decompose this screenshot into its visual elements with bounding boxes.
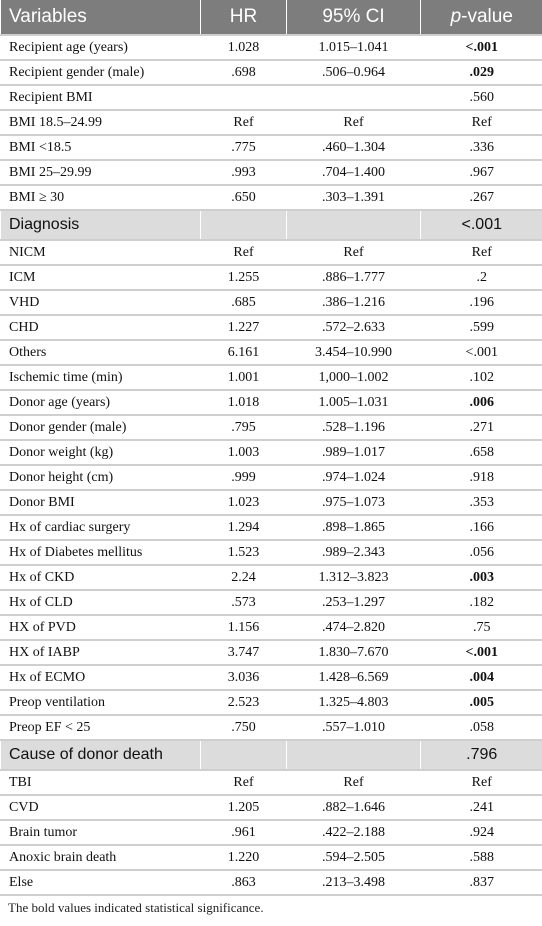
cell-hr: .698 [201, 60, 287, 85]
cell-hr: .999 [201, 465, 287, 490]
significant-p-value: <.001 [465, 39, 498, 55]
table-row [1, 465, 542, 490]
cell-ci: .975–1.073 [287, 490, 421, 515]
table-row [1, 110, 542, 135]
table-header-row [1, 0, 542, 35]
cell-hr: .750 [201, 715, 287, 740]
cell-variable: Brain tumor [1, 820, 201, 845]
cell-variable: BMI 25–29.99 [1, 160, 201, 185]
cell-ci: .386–1.216 [287, 290, 421, 315]
section-ci-empty [287, 740, 421, 770]
cell-ci: .213–3.498 [287, 870, 421, 895]
cell-hr: 1.523 [201, 540, 287, 565]
cell-ci: .557–1.010 [287, 715, 421, 740]
cell-ci: .989–2.343 [287, 540, 421, 565]
header-p-suffix: -value [461, 6, 513, 27]
cell-variable: BMI <18.5 [1, 135, 201, 160]
cell-ci: .506–0.964 [287, 60, 421, 85]
cell-p-value [421, 640, 542, 665]
table-row [1, 60, 542, 85]
table-row [1, 160, 542, 185]
cell-hr: 1.255 [201, 265, 287, 290]
cell-variable: Anoxic brain death [1, 845, 201, 870]
cell-hr: 1.227 [201, 315, 287, 340]
cell-hr: 3.747 [201, 640, 287, 665]
cell-variable: CHD [1, 315, 201, 340]
cell-p-value: .599 [421, 315, 542, 340]
cell-ci: .882–1.646 [287, 795, 421, 820]
section-hr-empty [201, 210, 287, 240]
header-ci: 95% CI [287, 0, 421, 35]
table-row [1, 870, 542, 895]
cell-variable: ICM [1, 265, 201, 290]
cell-variable: Else [1, 870, 201, 895]
section-ci-empty [287, 210, 421, 240]
cell-variable: Donor gender (male) [1, 415, 201, 440]
cell-ci: 1.005–1.031 [287, 390, 421, 415]
cell-p-value [421, 35, 542, 60]
table-row [1, 340, 542, 365]
table-row [1, 690, 542, 715]
cell-p-value: .166 [421, 515, 542, 540]
cell-p-value: .2 [421, 265, 542, 290]
cell-ci: .594–2.505 [287, 845, 421, 870]
cell-hr: 1.018 [201, 390, 287, 415]
section-row [1, 740, 542, 770]
cell-variable: Hx of CKD [1, 565, 201, 590]
section-row [1, 210, 542, 240]
cell-p-value: .588 [421, 845, 542, 870]
header-p-italic: p [450, 6, 462, 27]
cell-p-value [421, 60, 542, 85]
cell-ci: .974–1.024 [287, 465, 421, 490]
cell-p-value: .241 [421, 795, 542, 820]
header-hr: HR [201, 0, 287, 35]
cell-p-value: .353 [421, 490, 542, 515]
cell-p-value: Ref [421, 770, 542, 795]
table-row [1, 590, 542, 615]
cell-variable: NICM [1, 240, 201, 265]
cell-ci: Ref [287, 240, 421, 265]
cell-p-value: .658 [421, 440, 542, 465]
significant-p-value: <.001 [465, 644, 498, 660]
cell-hr: 1.220 [201, 845, 287, 870]
cell-hr: .795 [201, 415, 287, 440]
cell-ci: .474–2.820 [287, 615, 421, 640]
cell-ci: .989–1.017 [287, 440, 421, 465]
table-row [1, 390, 542, 415]
cell-ci: 1.325–4.803 [287, 690, 421, 715]
table-row [1, 845, 542, 870]
cell-ci [287, 85, 421, 110]
cell-p-value: .271 [421, 415, 542, 440]
cell-hr: .993 [201, 160, 287, 185]
cell-variable: Hx of cardiac surgery [1, 515, 201, 540]
section-hr-empty [201, 740, 287, 770]
cell-ci: Ref [287, 770, 421, 795]
cell-variable: TBI [1, 770, 201, 795]
cell-p-value: .196 [421, 290, 542, 315]
cell-p-value [421, 390, 542, 415]
cell-ci: 1.312–3.823 [287, 565, 421, 590]
cell-p-value: Ref [421, 240, 542, 265]
cell-p-value [421, 690, 542, 715]
cell-p-value: .75 [421, 615, 542, 640]
cell-hr: .573 [201, 590, 287, 615]
table-row [1, 795, 542, 820]
cell-p-value: .102 [421, 365, 542, 390]
cell-hr: 2.523 [201, 690, 287, 715]
cell-p-value: .336 [421, 135, 542, 160]
cell-ci: .422–2.188 [287, 820, 421, 845]
table-row [1, 135, 542, 160]
cell-variable: Recipient age (years) [1, 35, 201, 60]
cell-ci: .704–1.400 [287, 160, 421, 185]
cell-ci: .303–1.391 [287, 185, 421, 210]
table-row [1, 440, 542, 465]
cell-p-value: .967 [421, 160, 542, 185]
table-row [1, 540, 542, 565]
cell-variable: HX of IABP [1, 640, 201, 665]
cell-p-value: .918 [421, 465, 542, 490]
section-p-value: <.001 [421, 210, 542, 240]
cell-hr: Ref [201, 240, 287, 265]
section-label: Cause of donor death [1, 740, 201, 770]
cell-hr: .650 [201, 185, 287, 210]
table-row [1, 365, 542, 390]
cell-ci: .886–1.777 [287, 265, 421, 290]
table-row [1, 640, 542, 665]
cell-variable: Donor age (years) [1, 390, 201, 415]
cell-variable: Donor height (cm) [1, 465, 201, 490]
cell-ci: 3.454–10.990 [287, 340, 421, 365]
cell-ci: 1,000–1.002 [287, 365, 421, 390]
significant-p-value: .005 [469, 694, 494, 710]
cell-hr: 1.156 [201, 615, 287, 640]
cell-ci: .253–1.297 [287, 590, 421, 615]
cell-variable: Hx of CLD [1, 590, 201, 615]
cell-ci: .572–2.633 [287, 315, 421, 340]
cell-variable: Preop ventilation [1, 690, 201, 715]
table-row [1, 185, 542, 210]
cell-hr: .961 [201, 820, 287, 845]
table-row [1, 290, 542, 315]
cell-hr: 1.205 [201, 795, 287, 820]
cell-ci: .528–1.196 [287, 415, 421, 440]
table-body [1, 35, 542, 895]
cell-hr: Ref [201, 110, 287, 135]
cell-ci: 1.428–6.569 [287, 665, 421, 690]
table-row [1, 565, 542, 590]
section-p-value: .796 [421, 740, 542, 770]
cell-variable: Ischemic time (min) [1, 365, 201, 390]
cell-hr: .775 [201, 135, 287, 160]
cell-p-value: .924 [421, 820, 542, 845]
cell-ci: 1.830–7.670 [287, 640, 421, 665]
cell-variable: Hx of Diabetes mellitus [1, 540, 201, 565]
cell-hr: .685 [201, 290, 287, 315]
cell-p-value: .058 [421, 715, 542, 740]
cell-ci: .898–1.865 [287, 515, 421, 540]
table-row [1, 240, 542, 265]
cell-variable: VHD [1, 290, 201, 315]
cell-ci: Ref [287, 110, 421, 135]
table-row [1, 415, 542, 440]
cell-p-value [421, 665, 542, 690]
significant-p-value: .003 [469, 569, 494, 585]
cell-hr [201, 85, 287, 110]
significant-p-value: .006 [469, 394, 494, 410]
cell-hr: 3.036 [201, 665, 287, 690]
cell-hr: 6.161 [201, 340, 287, 365]
table-row [1, 515, 542, 540]
header-variables: Variables [1, 0, 201, 35]
cell-variable: Hx of ECMO [1, 665, 201, 690]
cell-variable: Recipient BMI [1, 85, 201, 110]
cell-variable: Others [1, 340, 201, 365]
table-row [1, 315, 542, 340]
cell-hr: 1.023 [201, 490, 287, 515]
cell-hr: .863 [201, 870, 287, 895]
cell-ci: .460–1.304 [287, 135, 421, 160]
cell-variable: Recipient gender (male) [1, 60, 201, 85]
cell-variable: HX of PVD [1, 615, 201, 640]
cell-p-value [421, 565, 542, 590]
cell-p-value: <.001 [421, 340, 542, 365]
cell-p-value: .560 [421, 85, 542, 110]
table-row [1, 265, 542, 290]
table-row [1, 615, 542, 640]
cell-p-value: .056 [421, 540, 542, 565]
cell-hr: 1.028 [201, 35, 287, 60]
cell-hr: 1.294 [201, 515, 287, 540]
section-label: Diagnosis [1, 210, 201, 240]
cell-variable: BMI 18.5–24.99 [1, 110, 201, 135]
table-row [1, 820, 542, 845]
cell-variable: BMI ≥ 30 [1, 185, 201, 210]
table-row [1, 490, 542, 515]
significant-p-value: .029 [469, 64, 494, 80]
cell-hr: 2.24 [201, 565, 287, 590]
cell-p-value: .182 [421, 590, 542, 615]
table-row [1, 715, 542, 740]
table-row [1, 35, 542, 60]
cell-hr: 1.001 [201, 365, 287, 390]
header-p-value [421, 0, 542, 35]
table-row [1, 85, 542, 110]
table-row [1, 770, 542, 795]
table-row [1, 665, 542, 690]
cell-p-value: .837 [421, 870, 542, 895]
cell-p-value: Ref [421, 110, 542, 135]
cell-hr: 1.003 [201, 440, 287, 465]
cell-variable: Donor weight (kg) [1, 440, 201, 465]
cell-variable: CVD [1, 795, 201, 820]
cell-variable: Preop EF < 25 [1, 715, 201, 740]
significant-p-value: .004 [469, 669, 494, 685]
cell-ci: 1.015–1.041 [287, 35, 421, 60]
cell-p-value: .267 [421, 185, 542, 210]
cell-variable: Donor BMI [1, 490, 201, 515]
cell-hr: Ref [201, 770, 287, 795]
footnote: The bold values indicated statistical significance. [8, 900, 264, 915]
